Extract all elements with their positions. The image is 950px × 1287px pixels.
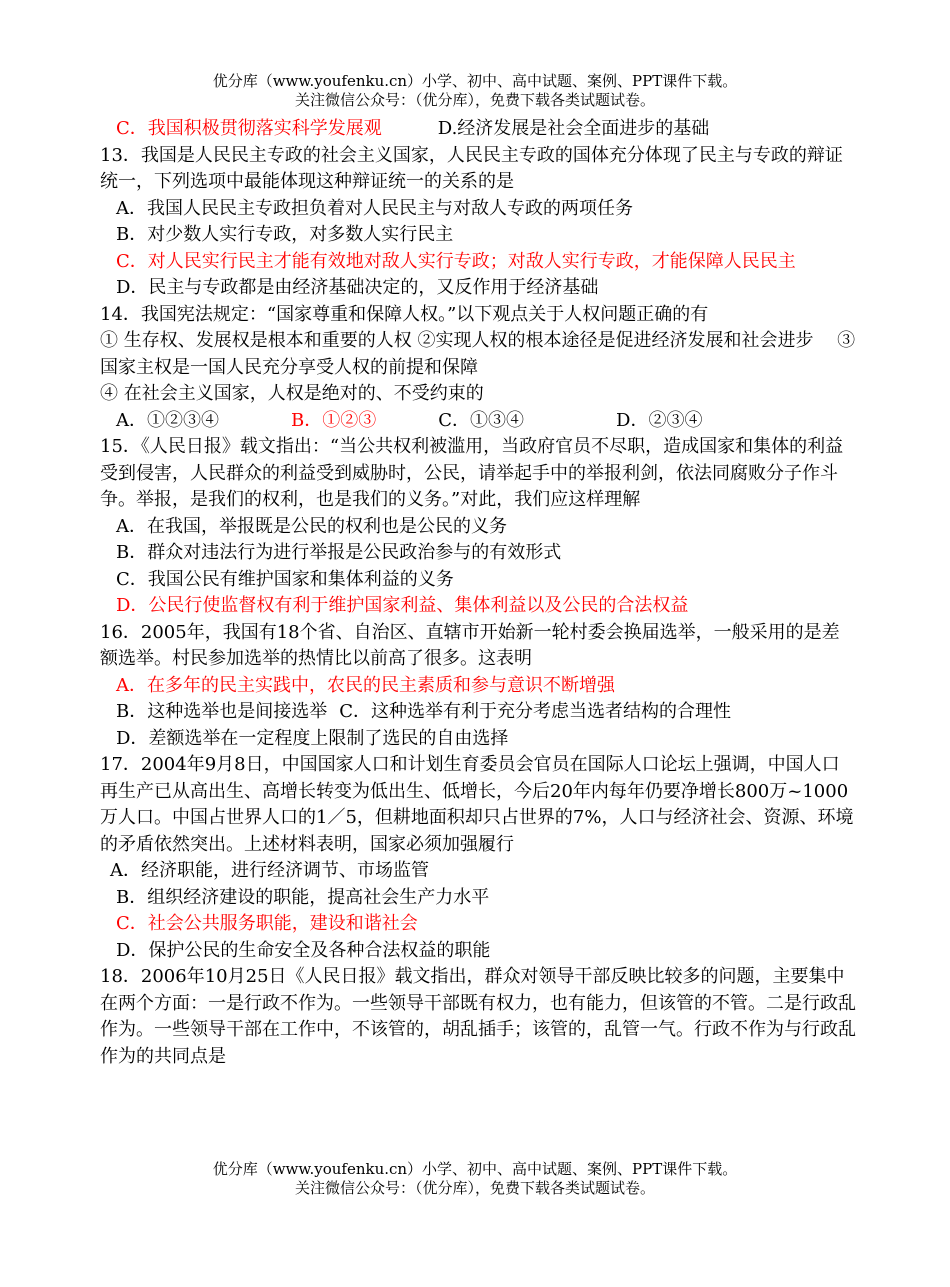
page-footer <box>0 1160 950 1198</box>
q13-option-c: C．对人民实行民主才能有效地对敌人实行专政；对敌人实行专政，才能保障人民民主 <box>116 250 796 272</box>
q12-option-d: D.经济发展是社会全面进步的基础 <box>437 118 710 139</box>
q15-option-a: A．在我国，举报既是公民的权利也是公民的义务 <box>116 515 507 537</box>
q15-option-d: D．公民行使监督权有利于维护国家利益、集体利益以及公民的合法权益 <box>116 595 689 616</box>
q14-option-c: C．①③④ <box>438 409 525 431</box>
q14-option-a: A．①②③④ <box>116 409 219 431</box>
header-line-1: 优分库（www.youfenku.cn）小学、初中、高中试题、案例、PPT课件下载。 <box>212 72 738 90</box>
q14-statement-4: ④ 在社会主义国家，人权是绝对的、不受约束的 <box>100 383 484 404</box>
header-line-2: 关注微信公众号：（优分库），免费下载各类试题试卷。 <box>294 91 655 109</box>
q14-option-d: D．②③④ <box>616 409 703 431</box>
q15-option-c: C．我国公民有维护国家和集体利益的义务 <box>116 568 454 590</box>
q16-option-d: D．差额选举在一定程度上限制了选民的自由选择 <box>116 727 509 749</box>
q14-statements-1-3: ① 生存权、发展权是根本和重要的人权 ②实现人权的根本途径是促进经济发展和社会进步 ③国家主权是一国人民充分享受人权的前提和保障 <box>100 330 856 378</box>
q15-option-b: B．群众对违法行为进行举报是公民政治参与的有效形式 <box>116 542 562 563</box>
q13-stem: 13．我国是人民民主专政的社会主义国家，人民民主专政的国体充分体现了民主与专政的辩证统一，下列选项中最能体现这种辩证统一的关系的是 <box>100 144 843 192</box>
q13-option-b: B．对少数人实行专政，对多数人实行民主 <box>116 224 454 245</box>
q14-options <box>116 408 856 435</box>
q17-option-a: A．经济职能，进行经济调节、市场监管 <box>110 860 429 881</box>
q12-option-c: C．我国积极贯彻落实科学发展观 <box>116 118 382 139</box>
q16-stem: 16．2005年，我国有18个省、自治区、直辖市开始新一轮村委会换届选举，一般采用的是差额选举。村民参加选举的热情比以前高了很多。这表明 <box>100 621 840 669</box>
q16-option-c: C．这种选举有利于充分考虑当选者结构的合理性 <box>339 701 732 722</box>
q16-option-a: A．在多年的民主实践中，农民的民主素质和参与意识不断增强 <box>116 674 615 696</box>
q17-option-b: B．组织经济建设的职能，提高社会生产力水平 <box>116 886 490 908</box>
footer-line-2: 关注微信公众号：（优分库），免费下载各类试题试卷。 <box>294 1179 655 1197</box>
exam-content <box>100 116 856 1070</box>
q12-options-cd <box>116 116 856 143</box>
q13-option-d: D．民主与专政都是由经济基础决定的，又反作用于经济基础 <box>116 277 599 298</box>
q16-options-bc <box>116 699 856 726</box>
footer-line-1: 优分库（www.youfenku.cn）小学、初中、高中试题、案例、PPT课件下载。 <box>212 1160 738 1178</box>
q17-option-d: D．保护公民的生命安全及各种合法权益的职能 <box>116 939 491 961</box>
q14-stem: 14．我国宪法规定：“国家尊重和保障人权。”以下观点关于人权问题正确的有 <box>100 303 709 325</box>
q18-stem: 18．2006年10月25日《人民日报》载文指出，群众对领导干部反映比较多的问题，主要集中在两个方面：一是行政不作为。一些领导干部既有权力，也有能力，但该管的不管。二是行政乱作为。一些领导干部在工作中，不该管的，胡乱插手；该管的，乱管一气。行政不作为与行政乱作为的共同点是 <box>100 966 856 1067</box>
page-header <box>0 72 950 110</box>
q13-option-a: A．我国人民民主专政担负着对人民民主与对敌人专政的两项任务 <box>116 197 633 219</box>
q16-option-b: B．这种选举也是间接选举 <box>116 701 328 722</box>
q15-stem: 15．《人民日报》载文指出：“当公共权利被滥用，当政府官员不尽职，造成国家和集体的利益受到侵害，人民群众的利益受到威胁时，公民，请举起手中的举报利剑，依法同腐败分子作斗争。举报，是我们的权利，也是我们的义务。”对此，我们应这样理解 <box>100 436 844 510</box>
q17-option-c: C．社会公共服务职能，建设和谐社会 <box>116 913 418 934</box>
q17-stem: 17．2004年9月8日，中国国家人口和计划生育委员会官员在国际人口论坛上强调，中国人口再生产已从高出生、高增长转变为低出生、低增长，今后20年内每年仍要净增长800万~1000万人口。中国占世界人口的1／5，但耕地面积却只占世界的7%，人口与经济社会、资源、环境的矛盾依然突出。上述材料表明，国家必须加强履行 <box>100 754 854 855</box>
q14-option-b: B．①②③ <box>291 409 377 431</box>
